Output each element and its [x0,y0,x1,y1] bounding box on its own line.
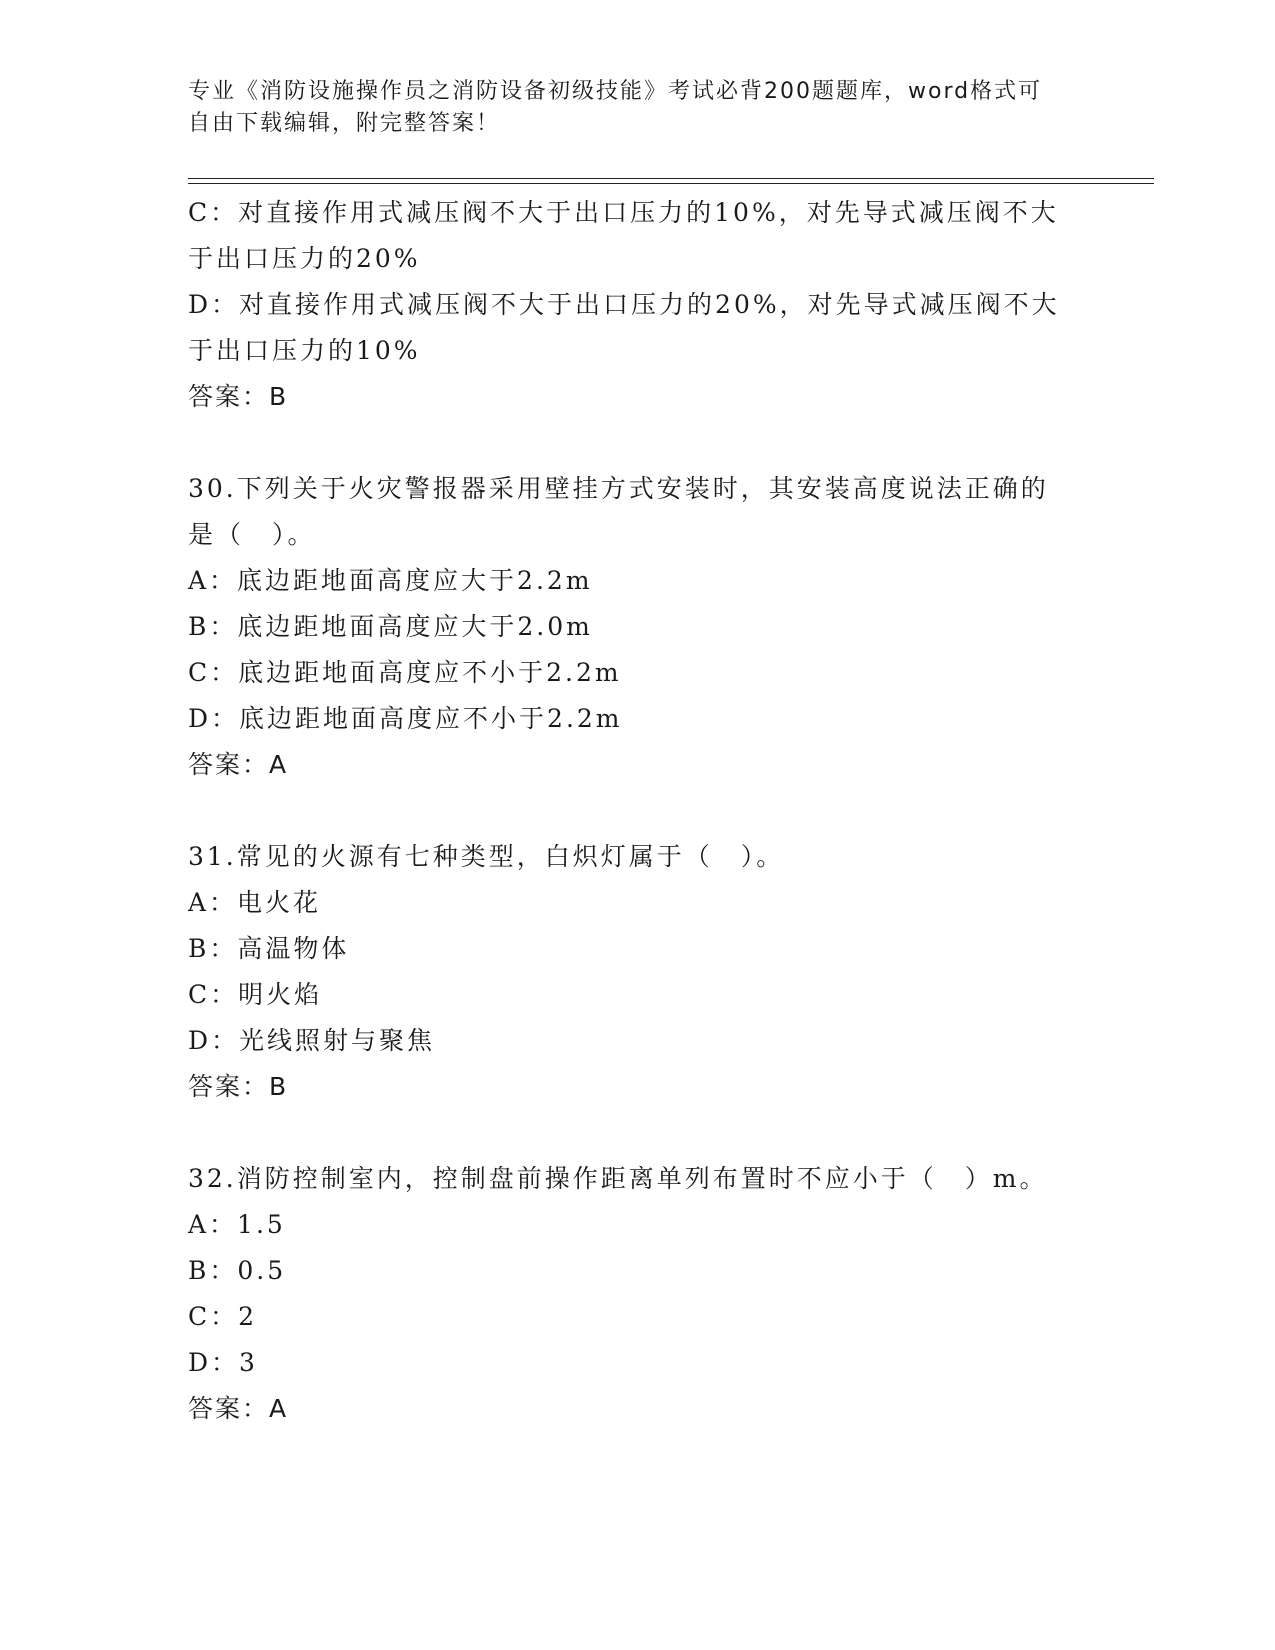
answer: 答案：B [188,1072,289,1101]
question-list [188,190,1088,1432]
option-b: B：高温物体 [188,934,350,963]
option-d: D：3 [188,1348,258,1377]
option-c: C：2 [188,1302,258,1331]
option-d-line-2: 于出口压力的10% [188,336,421,365]
answer: 答案：B [188,382,289,411]
option-b: B：底边距地面高度应大于2.0m [188,612,593,641]
header-line-2: 自由下载编辑，附完整答案！ [188,111,501,136]
option-a: A：底边距地面高度应大于2.2m [188,566,593,595]
option-d: D：光线照射与聚焦 [188,1026,436,1055]
option-a: A：1.5 [188,1210,286,1239]
question-stem-line-1: 30.下列关于火灾警报器采用壁挂方式安装时，其安装高度说法正确的 [188,474,1049,503]
document-header [188,76,1068,140]
option-b: B：0.5 [188,1256,287,1285]
header-divider-bottom [188,183,1154,184]
option-a: A：电火花 [188,888,322,917]
question-32 [188,1156,1088,1432]
option-c-line-1: C：对直接作用式减压阀不大于出口压力的10%，对先导式减压阀不大 [188,198,1059,227]
question-stem: 32.消防控制室内，控制盘前操作距离单列布置时不应小于（ ）m。 [188,1164,1048,1193]
question-31 [188,834,1088,1110]
question-30 [188,466,1088,788]
header-line-1: 专业《消防设施操作员之消防设备初级技能》考试必背200题题库，word格式可 [188,79,1043,104]
header-divider-top [188,178,1154,179]
answer: 答案：A [188,750,289,779]
question-stem-line-2: 是（ ）。 [188,520,316,549]
option-d: D：底边距地面高度应不小于2.2m [188,704,623,733]
option-d-line-1: D：对直接作用式减压阀不大于出口压力的20%，对先导式减压阀不大 [188,290,1060,319]
option-c: C：明火焰 [188,980,323,1009]
question-29-continued [188,190,1088,420]
option-c: C：底边距地面高度应不小于2.2m [188,658,622,687]
question-stem: 31.常见的火源有七种类型，白炽灯属于（ ）。 [188,842,785,871]
answer: 答案：A [188,1394,289,1423]
option-c-line-2: 于出口压力的20% [188,244,421,273]
